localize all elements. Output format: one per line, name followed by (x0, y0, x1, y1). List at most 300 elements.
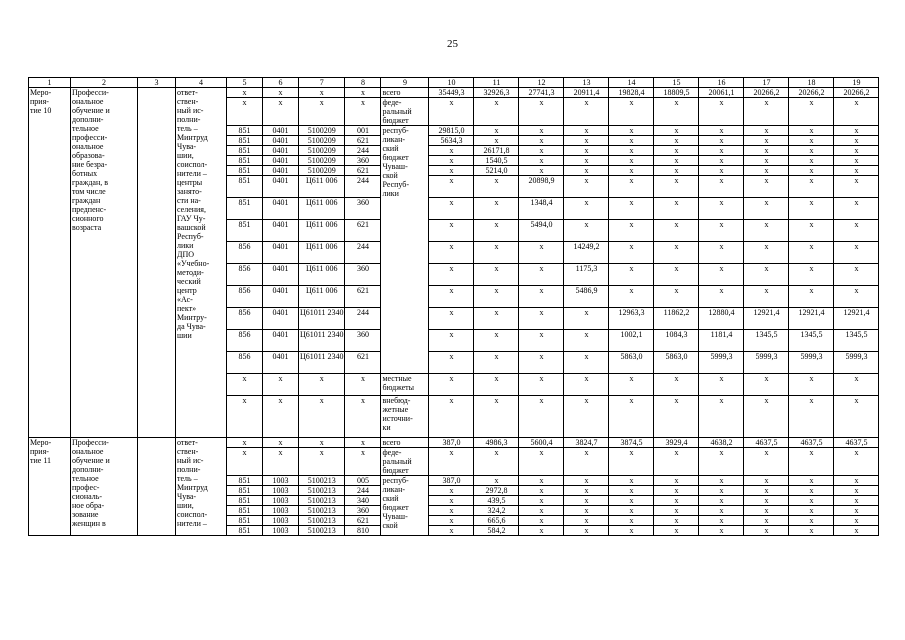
value-cell: x (519, 146, 564, 156)
value-cell: x (429, 286, 474, 308)
code-cell: 5100209 (299, 136, 345, 146)
value-cell: x (429, 146, 474, 156)
value-cell: x (609, 496, 654, 506)
value-cell: x (429, 220, 474, 242)
code-cell: x (299, 396, 345, 438)
value-cell: x (789, 166, 834, 176)
column-number: 14 (609, 78, 654, 88)
event-cell: Меро- прия- тие 11 (29, 438, 71, 536)
value-cell: x (564, 476, 609, 486)
value-cell: x (519, 264, 564, 286)
code-cell: 851 (227, 156, 263, 166)
code-cell: 851 (227, 506, 263, 516)
code-cell: 5100209 (299, 126, 345, 136)
value-cell: x (744, 156, 789, 166)
column-number: 16 (699, 78, 744, 88)
code-cell: 851 (227, 486, 263, 496)
value-cell: x (564, 486, 609, 496)
value-cell: x (474, 242, 519, 264)
value-cell: x (834, 496, 879, 506)
value-cell: x (744, 506, 789, 516)
code-cell: 851 (227, 136, 263, 146)
code-cell: x (299, 98, 345, 126)
value-cell: x (789, 264, 834, 286)
value-cell: x (699, 506, 744, 516)
value-cell: x (564, 198, 609, 220)
value-cell: 4986,3 (474, 438, 519, 448)
value-cell: x (519, 242, 564, 264)
value-cell: x (474, 136, 519, 146)
value-cell: 1345,5 (834, 330, 879, 352)
value-cell: 5999,3 (744, 352, 789, 374)
value-cell: x (744, 220, 789, 242)
code-cell: x (263, 448, 299, 476)
column-number: 17 (744, 78, 789, 88)
code-cell: Ц611 006 (299, 176, 345, 198)
value-cell: x (744, 198, 789, 220)
value-cell: x (429, 98, 474, 126)
value-cell: x (699, 374, 744, 396)
value-cell: x (699, 136, 744, 146)
code-cell: 5100209 (299, 146, 345, 156)
value-cell: x (519, 486, 564, 496)
value-cell: x (429, 330, 474, 352)
value-cell: x (834, 146, 879, 156)
value-cell: x (834, 198, 879, 220)
code-cell: 0401 (263, 166, 299, 176)
value-cell: 26171,8 (474, 146, 519, 156)
code-cell: 0401 (263, 176, 299, 198)
value-cell: 1181,4 (699, 330, 744, 352)
code-cell: 0401 (263, 136, 299, 146)
value-cell: x (834, 220, 879, 242)
value-cell: 20266,2 (834, 88, 879, 98)
value-cell: x (564, 374, 609, 396)
code-cell: x (299, 374, 345, 396)
code-cell: 0401 (263, 156, 299, 166)
code-cell: 5100213 (299, 526, 345, 536)
value-cell: x (609, 526, 654, 536)
source-cell: респуб- ликан- ский бюджет Чуваш- ской Респуб- лики (381, 126, 429, 374)
value-cell: x (564, 166, 609, 176)
code-cell: 001 (345, 126, 381, 136)
value-cell: x (654, 526, 699, 536)
value-cell: x (519, 136, 564, 146)
value-cell: x (699, 198, 744, 220)
column-number: 12 (519, 78, 564, 88)
value-cell: x (429, 308, 474, 330)
code-cell: 810 (345, 526, 381, 536)
value-cell: x (654, 448, 699, 476)
header-row (29, 78, 879, 88)
column-number: 1 (29, 78, 71, 88)
value-cell: x (699, 476, 744, 486)
value-cell: x (474, 308, 519, 330)
code-cell: 851 (227, 476, 263, 486)
event-name-cell: Професси- ональное обучение и дополни- тельное професси- ональное образова- ние безра- ботных граждан, в том числе граждан предпенс- сионного возраста (71, 88, 138, 438)
code-cell: 621 (345, 166, 381, 176)
value-cell: 5999,3 (789, 352, 834, 374)
value-cell: 14249,2 (564, 242, 609, 264)
code-cell: x (263, 396, 299, 438)
value-cell: x (474, 220, 519, 242)
value-cell: x (429, 496, 474, 506)
value-cell: 1540,5 (474, 156, 519, 166)
value-cell: x (834, 486, 879, 496)
code-cell: 851 (227, 146, 263, 156)
value-cell: x (744, 264, 789, 286)
value-cell: x (744, 516, 789, 526)
column-number: 9 (381, 78, 429, 88)
value-cell: 20266,2 (744, 88, 789, 98)
code-cell: 5100213 (299, 506, 345, 516)
value-cell: x (564, 396, 609, 438)
value-cell: 2972,8 (474, 486, 519, 496)
value-cell: 584,2 (474, 526, 519, 536)
value-cell: x (474, 448, 519, 476)
source-cell: внебюд- жетные источни- ки (381, 396, 429, 438)
value-cell: x (834, 476, 879, 486)
value-cell: x (474, 198, 519, 220)
column-number: 7 (299, 78, 345, 88)
value-cell: x (519, 126, 564, 136)
code-cell: 0401 (263, 146, 299, 156)
source-cell: всего (381, 438, 429, 448)
value-cell: x (699, 486, 744, 496)
event-cell: Меро- прия- тие 10 (29, 88, 71, 438)
code-cell: 340 (345, 496, 381, 506)
code-cell: 5100213 (299, 486, 345, 496)
code-cell: 851 (227, 526, 263, 536)
column-number: 5 (227, 78, 263, 88)
value-cell: x (564, 308, 609, 330)
value-cell: x (654, 516, 699, 526)
value-cell: x (699, 448, 744, 476)
column-number: 3 (138, 78, 176, 88)
value-cell: x (429, 396, 474, 438)
value-cell: x (474, 352, 519, 374)
code-cell: x (227, 374, 263, 396)
value-cell: x (699, 516, 744, 526)
value-cell: x (789, 448, 834, 476)
code-cell: 244 (345, 486, 381, 496)
column-number: 13 (564, 78, 609, 88)
code-cell: 621 (345, 516, 381, 526)
value-cell: x (789, 136, 834, 146)
code-cell: 244 (345, 308, 381, 330)
value-cell: x (609, 374, 654, 396)
value-cell: x (744, 486, 789, 496)
code-cell: Ц611 006 (299, 264, 345, 286)
value-cell: x (744, 476, 789, 486)
code-cell: x (345, 448, 381, 476)
value-cell: x (609, 506, 654, 516)
value-cell: x (834, 526, 879, 536)
value-cell: x (789, 198, 834, 220)
value-cell: x (834, 264, 879, 286)
column-number: 2 (71, 78, 138, 88)
value-cell: x (654, 374, 699, 396)
value-cell: x (789, 126, 834, 136)
value-cell: x (609, 136, 654, 146)
code-cell: x (263, 88, 299, 98)
code-cell: Ц611 006 (299, 220, 345, 242)
value-cell: x (834, 176, 879, 198)
value-cell: x (834, 506, 879, 516)
source-cell: местные бюджеты (381, 374, 429, 396)
value-cell: x (744, 166, 789, 176)
value-cell: x (654, 166, 699, 176)
table-row (29, 438, 879, 448)
code-cell: Ц61011 2340 (299, 308, 345, 330)
event-name-cell: Професси- ональное обучение и дополни- тельное профес- сиональ- ное обра- зование женщин в (71, 438, 138, 536)
value-cell: x (834, 126, 879, 136)
value-cell: x (744, 176, 789, 198)
value-cell: x (519, 156, 564, 166)
code-cell: 1003 (263, 476, 299, 486)
value-cell: 4637,5 (744, 438, 789, 448)
code-cell: 621 (345, 136, 381, 146)
value-cell: x (654, 286, 699, 308)
column-number: 19 (834, 78, 879, 88)
value-cell: x (654, 156, 699, 166)
page-number: 25 (447, 38, 458, 50)
value-cell: x (429, 374, 474, 396)
value-cell: x (519, 374, 564, 396)
code-cell: Ц611 006 (299, 198, 345, 220)
column-number: 8 (345, 78, 381, 88)
value-cell: x (519, 448, 564, 476)
value-cell: x (519, 506, 564, 516)
value-cell: x (699, 176, 744, 198)
value-cell: x (564, 526, 609, 536)
value-cell: x (474, 330, 519, 352)
value-cell: x (429, 516, 474, 526)
value-cell: x (609, 166, 654, 176)
value-cell: 1345,5 (744, 330, 789, 352)
value-cell: 1084,3 (654, 330, 699, 352)
value-cell: x (699, 98, 744, 126)
value-cell: x (564, 146, 609, 156)
value-cell: x (789, 506, 834, 516)
value-cell: x (744, 374, 789, 396)
value-cell: x (564, 506, 609, 516)
code-cell: 360 (345, 506, 381, 516)
value-cell: x (564, 352, 609, 374)
code-cell: 5100213 (299, 496, 345, 506)
value-cell: x (519, 496, 564, 506)
value-cell: 20898,9 (519, 176, 564, 198)
code-cell: 5100209 (299, 156, 345, 166)
source-cell: феде- ральный бюджет (381, 448, 429, 476)
value-cell: 27741,3 (519, 88, 564, 98)
value-cell: x (429, 486, 474, 496)
table-row (29, 88, 879, 98)
code-cell: 1003 (263, 526, 299, 536)
value-cell: 12921,4 (834, 308, 879, 330)
value-cell: x (654, 198, 699, 220)
value-cell: x (834, 156, 879, 166)
code-cell: 856 (227, 330, 263, 352)
value-cell: x (429, 448, 474, 476)
code-cell: 851 (227, 176, 263, 198)
value-cell: 5999,3 (834, 352, 879, 374)
value-cell: 20911,4 (564, 88, 609, 98)
code-cell: 0401 (263, 126, 299, 136)
value-cell: x (519, 166, 564, 176)
value-cell: x (564, 136, 609, 146)
code-cell: x (299, 438, 345, 448)
value-cell: x (654, 476, 699, 486)
value-cell: 324,2 (474, 506, 519, 516)
value-cell: x (699, 396, 744, 438)
value-cell: x (699, 526, 744, 536)
code-cell: x (299, 88, 345, 98)
code-cell: 5100213 (299, 516, 345, 526)
value-cell: x (609, 198, 654, 220)
empty-cell (138, 88, 176, 438)
value-cell: x (654, 506, 699, 516)
code-cell: x (263, 374, 299, 396)
value-cell: x (744, 448, 789, 476)
value-cell: 29815,0 (429, 126, 474, 136)
value-cell: 1175,3 (564, 264, 609, 286)
code-cell: x (227, 88, 263, 98)
value-cell: x (429, 264, 474, 286)
value-cell: x (834, 166, 879, 176)
value-cell: x (609, 486, 654, 496)
code-cell: Ц611 006 (299, 286, 345, 308)
value-cell: x (699, 242, 744, 264)
value-cell: x (609, 516, 654, 526)
value-cell: 1345,5 (789, 330, 834, 352)
value-cell: 5600,4 (519, 438, 564, 448)
value-cell: x (744, 136, 789, 146)
code-cell: 360 (345, 198, 381, 220)
code-cell: 360 (345, 330, 381, 352)
value-cell: x (654, 396, 699, 438)
value-cell: x (789, 526, 834, 536)
value-cell: x (744, 526, 789, 536)
value-cell: x (564, 516, 609, 526)
value-cell: x (519, 308, 564, 330)
value-cell: x (519, 396, 564, 438)
value-cell: x (789, 220, 834, 242)
value-cell: x (789, 286, 834, 308)
value-cell: 5634,3 (429, 136, 474, 146)
code-cell: x (299, 448, 345, 476)
code-cell: 244 (345, 146, 381, 156)
code-cell: 856 (227, 308, 263, 330)
value-cell: x (609, 98, 654, 126)
code-cell: 0401 (263, 330, 299, 352)
value-cell: x (474, 98, 519, 126)
value-cell: 1348,4 (519, 198, 564, 220)
value-cell: x (789, 516, 834, 526)
value-cell: x (519, 286, 564, 308)
code-cell: 005 (345, 476, 381, 486)
value-cell: x (654, 176, 699, 198)
code-cell: 851 (227, 220, 263, 242)
value-cell: x (744, 126, 789, 136)
value-cell: x (519, 476, 564, 486)
code-cell: 851 (227, 516, 263, 526)
value-cell: 3874,5 (609, 438, 654, 448)
value-cell: 35449,3 (429, 88, 474, 98)
value-cell: x (744, 146, 789, 156)
column-number: 15 (654, 78, 699, 88)
value-cell: x (564, 126, 609, 136)
value-cell: x (699, 286, 744, 308)
value-cell: 12921,4 (789, 308, 834, 330)
value-cell: x (429, 176, 474, 198)
value-cell: 5999,3 (699, 352, 744, 374)
value-cell: 387,0 (429, 476, 474, 486)
value-cell: 18809,5 (654, 88, 699, 98)
value-cell: x (519, 526, 564, 536)
value-cell: x (834, 98, 879, 126)
value-cell: x (654, 220, 699, 242)
value-cell: x (609, 156, 654, 166)
value-cell: x (519, 330, 564, 352)
value-cell: x (609, 476, 654, 486)
empty-cell (138, 438, 176, 536)
value-cell: 12880,4 (699, 308, 744, 330)
value-cell: x (429, 352, 474, 374)
value-cell: x (519, 516, 564, 526)
code-cell: 0401 (263, 352, 299, 374)
value-cell: x (519, 352, 564, 374)
value-cell: x (699, 126, 744, 136)
code-cell: x (345, 98, 381, 126)
code-cell: 621 (345, 286, 381, 308)
value-cell: x (789, 496, 834, 506)
value-cell: 20266,2 (789, 88, 834, 98)
code-cell: 244 (345, 176, 381, 198)
value-cell: x (474, 286, 519, 308)
value-cell: x (609, 286, 654, 308)
value-cell: 20061,1 (699, 88, 744, 98)
code-cell: 0401 (263, 264, 299, 286)
value-cell: x (654, 126, 699, 136)
value-cell: 5214,0 (474, 166, 519, 176)
code-cell: x (227, 438, 263, 448)
value-cell: x (744, 286, 789, 308)
code-cell: 0401 (263, 198, 299, 220)
code-cell: x (227, 448, 263, 476)
code-cell: x (227, 98, 263, 126)
code-cell: 5100209 (299, 166, 345, 176)
value-cell: x (474, 476, 519, 486)
code-cell: 856 (227, 264, 263, 286)
value-cell: 1002,1 (609, 330, 654, 352)
value-cell: x (609, 396, 654, 438)
source-cell: феде- ральный бюджет (381, 98, 429, 126)
value-cell: x (699, 146, 744, 156)
value-cell: x (609, 264, 654, 286)
value-cell: 3929,4 (654, 438, 699, 448)
column-number: 4 (176, 78, 227, 88)
code-cell: 244 (345, 242, 381, 264)
code-cell: 621 (345, 352, 381, 374)
code-cell: 851 (227, 166, 263, 176)
value-cell: 11862,2 (654, 308, 699, 330)
value-cell: x (654, 146, 699, 156)
value-cell: x (429, 156, 474, 166)
code-cell: x (345, 374, 381, 396)
value-cell: x (474, 374, 519, 396)
value-cell: x (564, 98, 609, 126)
